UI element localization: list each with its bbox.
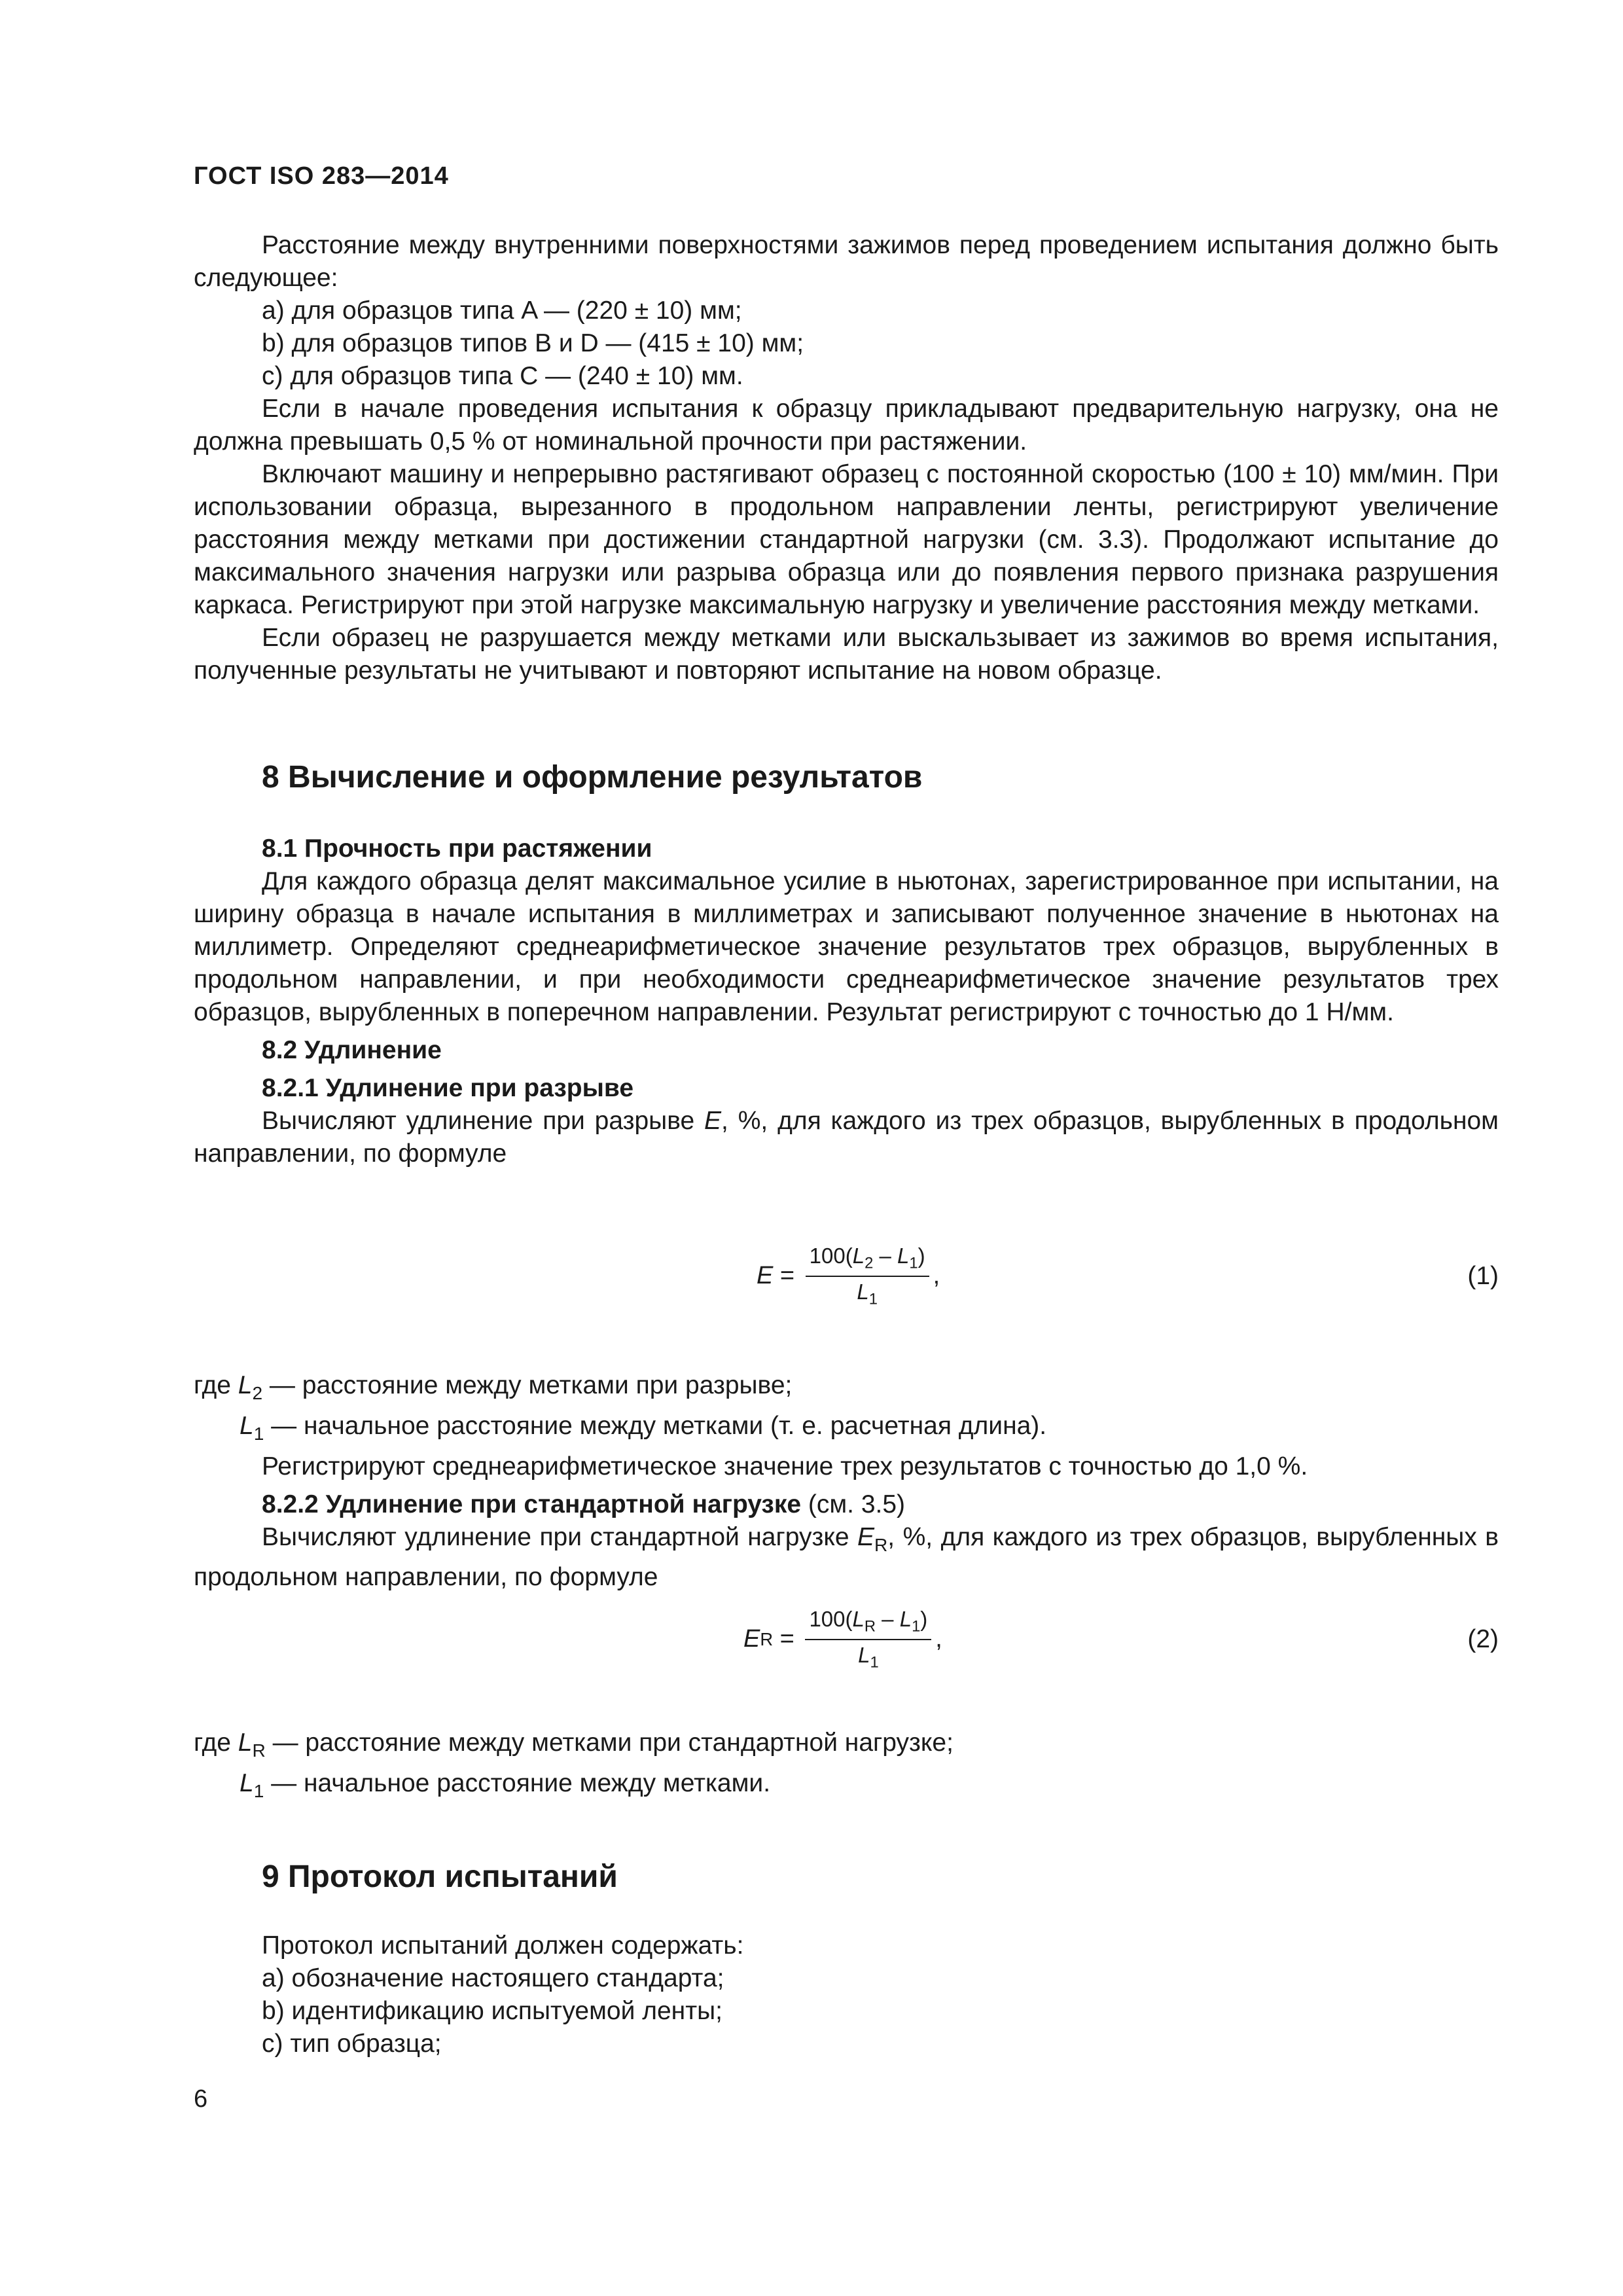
document-header: ГОСТ ISO 283—2014 xyxy=(194,162,449,190)
intro-block xyxy=(194,229,1499,687)
where-line: $L_1$ — начальное расстояние между метками. xyxy=(240,1768,771,1801)
paragraph: Если образец не разрушается между метками или выскальзывает из зажимов во время испытания, полученные результаты не учитывают и повторяют испытание на новом образце. xyxy=(194,624,1499,685)
list-item: b) идентификацию испытуемой ленты; xyxy=(262,1997,722,2025)
equation-number: (2) xyxy=(1467,1625,1499,1653)
where-block-1 xyxy=(194,1369,1499,1594)
subsection-heading: 8.1 Прочность при растяжении xyxy=(262,834,652,863)
list-item: c) для образцов типа C — (240 ± 10) мм. xyxy=(262,362,743,390)
formula-2 xyxy=(194,1607,1499,1698)
paragraph: Протокол испытаний должен содержать: xyxy=(262,1931,744,1960)
formula-1 xyxy=(194,1244,1499,1335)
paragraph: Если в начале проведения испытания к образцу прикладывают предварительную нагрузку, она не должна превышать 0,5 % от номинальной прочности при растяжении. xyxy=(194,395,1499,456)
where-line: $L_1$ — начальное расстояние между метками (т. е. расчетная длина). xyxy=(240,1411,1047,1444)
paragraph: Вычисляют удлинение при разрыве E, %, для каждого из трех образцов, вырубленных в продольном направлении, по формуле xyxy=(194,1107,1499,1168)
formula-expression: E = $\frac{100(L_2 - L_1)}{L_1}$ , xyxy=(757,1244,940,1308)
subsection-heading: 8.2.2 Удлинение при стандартной нагрузке (см. 3.5) xyxy=(262,1490,906,1518)
list-item: a) для образцов типа A — (220 ± 10) мм; xyxy=(262,296,742,325)
paragraph: Включают машину и непрерывно растягивают образец с постоянной скоростью (100 ± 10) мм/мин. При использовании образца, вырезанного в продольном направлении ленты, регистрируют увеличение расстояния между метками при достижении стандартной нагрузки (см. 3.3). Продолжают испытание до максимального значения нагрузки или разрыва образца или до появления первого признака разрушения каркаса. Регистрируют при этой нагрузке максимальную нагрузку и увеличение расстояния между метками. xyxy=(194,460,1499,619)
subsection-heading: 8.2.1 Удлинение при разрыве xyxy=(262,1074,634,1102)
page-number: 6 xyxy=(194,2085,208,2113)
paragraph: Расстояние между внутренними поверхностями зажимов перед проведением испытания должно быть следующее: xyxy=(194,231,1499,292)
section-heading: 8 Вычисление и оформление результатов xyxy=(262,760,923,795)
paragraph: Для каждого образца делят максимальное усилие в ньютонах, зарегистрированное при испытании, на ширину образца в начале испытания в миллиметрах и записывают полученное значение в ньютонах на миллиметр. Определяют среднеарифметическое значение результатов трех образцов, вырубленных в продольном направлении, и при необходимости среднеарифметическое значение результатов трех образцов, вырубленных в поперечном направлении. Результат регистрируют с точностью до 1 Н/мм. xyxy=(194,867,1499,1026)
list-item: c) тип образца; xyxy=(262,2030,442,2058)
section8-block xyxy=(194,833,1499,1170)
paragraph: Регистрируют среднеарифметическое значение трех результатов с точностью до 1,0 %. xyxy=(262,1452,1308,1480)
list-item: a) обозначение настоящего стандарта; xyxy=(262,1964,724,1992)
subsection-heading: 8.2 Удлинение xyxy=(262,1036,442,1064)
paragraph: Вычисляют удлинение при стандартной нагрузке $E_R$, %, для каждого из трех образцов, вырубленных в продольном направлении, по формуле xyxy=(194,1522,1499,1592)
where-block-2 xyxy=(194,1727,1499,1808)
list-item: b) для образцов типов B и D — (415 ± 10) мм; xyxy=(262,329,804,357)
section9-block xyxy=(194,1929,1499,2060)
formula-expression: E R = $\frac{100(L_R - L_1)}{L_1}$ , xyxy=(743,1607,942,1672)
where-line: где $L_2$ — расстояние между метками при разрыве; xyxy=(194,1371,793,1403)
section-heading: 9 Протокол испытаний xyxy=(262,1859,618,1894)
where-line: где $L_R$ — расстояние между метками при стандартной нагрузке; xyxy=(194,1729,954,1761)
equation-number: (1) xyxy=(1467,1262,1499,1290)
